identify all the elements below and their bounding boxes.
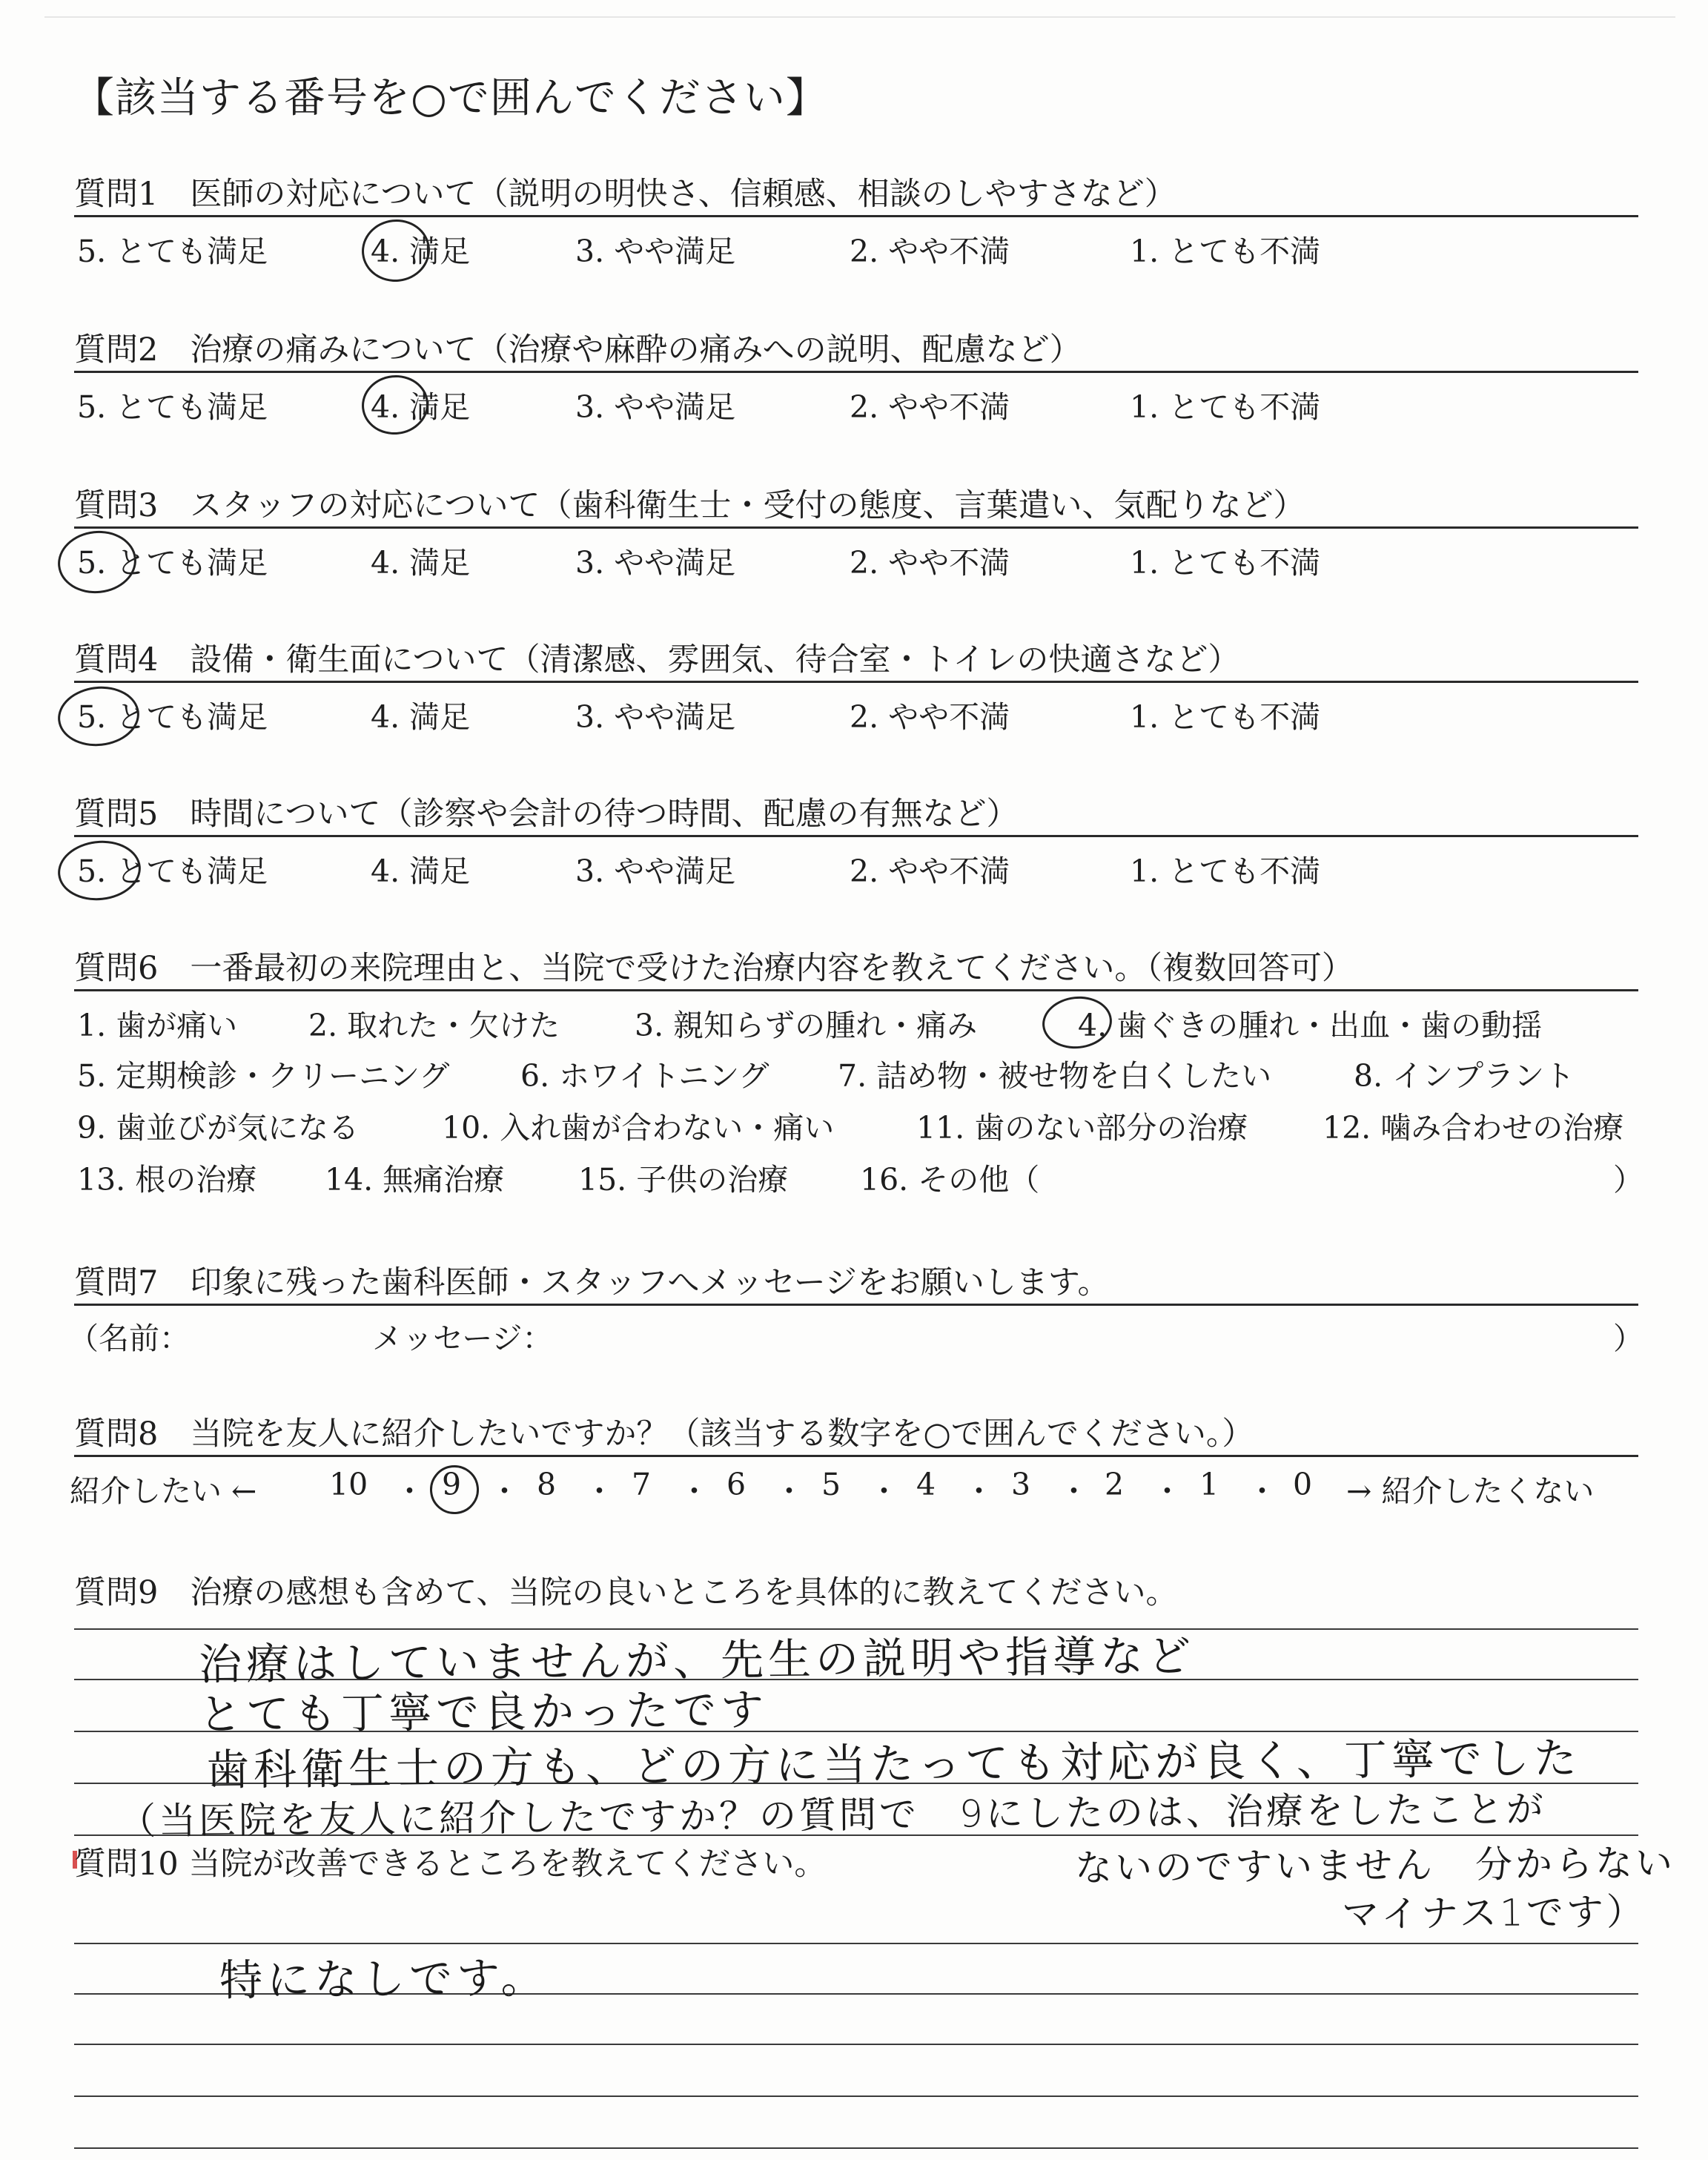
q1-option-2[interactable]: 2. やや不満 [850,234,1010,269]
q4-option-4[interactable]: 4. 満足 [371,699,471,735]
q6-option-6[interactable]: 6. ホワイトニング [520,1058,769,1094]
q8-scale-10[interactable]: 10 [329,1467,368,1502]
q9-answer-line-1: 治療はしていませんが、先生の説明や指導など [198,1631,1196,1690]
q3-option-1[interactable]: 1. とても不満 [1130,545,1321,581]
question-3-label: 質問3 スタッフの対応について（歯科衛生士・受付の態度、言葉遣い、気配りなど） [74,487,1305,524]
q9-answer-line-4: （当医院を友人に紹介したですか？の質問で 9にしたのは、治療をしたことが [118,1787,1547,1843]
q6-option-2[interactable]: 2. 取れた・欠けた [308,1008,560,1043]
q6-option-11[interactable]: 11. 歯のない部分の治療 [916,1110,1248,1146]
question-1-label: 質問1 医師の対応について（説明の明快さ、信頼感、相談のしやすさなど） [74,176,1176,213]
q1-option-3[interactable]: 3. やや満足 [575,234,736,269]
question-9-label: 質問9 治療の感想も含めて、当院の良いところを具体的に教えてください。 [74,1574,1178,1611]
question-2-label: 質問2 治療の痛みについて（治療や麻酔の痛みへの説明、配慮など） [74,331,1082,369]
question-7-label: 質問7 印象に残った歯科医師・スタッフへメッセージをお願いします。 [74,1264,1110,1301]
q2-option-5[interactable]: 5. とても満足 [77,389,268,425]
q5-option-1[interactable]: 1. とても不満 [1130,853,1321,889]
q6-option-7[interactable]: 7. 詰め物・被せ物を白くしたい [838,1058,1272,1094]
q8-sep: ・ [679,1473,709,1509]
q7-name-label: （名前： [68,1321,190,1356]
q9-answer-line-5: ないのですいません 分からない [1074,1841,1676,1890]
q6-option-15[interactable]: 15. 子供の治療 [578,1162,789,1198]
q10-answer: 特になしです。 [219,1952,549,2006]
q6-option-8[interactable]: 8. インプラント [1354,1058,1575,1094]
q7-message-label: メッセージ： [372,1321,553,1356]
q10-writing-line [74,1943,1638,1944]
q8-scale-5[interactable]: 5 [821,1467,841,1502]
q6-option-3[interactable]: 3. 親知らずの腫れ・痛み [635,1008,978,1043]
q8-sep: ・ [394,1473,425,1509]
q10-writing-line [74,2095,1638,2097]
q8-scale-4[interactable]: 4 [916,1467,936,1502]
question-5-rule [74,835,1638,837]
q8-sep: ・ [964,1473,994,1509]
q8-right-label: → 紹介したくない [1346,1473,1595,1509]
q8-scale-0[interactable]: 0 [1293,1467,1313,1502]
q8-scale-1[interactable]: 1 [1199,1467,1219,1502]
q8-scale-6[interactable]: 6 [726,1467,747,1502]
question-5-label: 質問5 時間について（診察や会計の待つ時間、配慮の有無など） [74,796,1019,833]
q3-option-4[interactable]: 4. 満足 [371,545,471,581]
question-4-rule [74,681,1638,683]
q8-scale-8[interactable]: 8 [537,1467,557,1502]
survey-title: 【該当する番号を○で囲んでください】 [73,74,828,122]
q8-scale-7[interactable]: 7 [632,1467,652,1502]
q1-option-5[interactable]: 5. とても満足 [77,234,268,269]
question-7-rule [74,1304,1638,1306]
q4-option-2[interactable]: 2. やや不満 [850,699,1010,735]
q4-option-5[interactable]: 5. とても満足 [77,699,268,735]
q6-other-close-paren: ） [1613,1162,1644,1198]
q5-option-2[interactable]: 2. やや不満 [850,853,1010,889]
q8-sep: ・ [869,1473,899,1509]
q9-answer-line-3: 歯科衛生士の方も、どの方に当たっても対応が良く、丁寧でした [205,1732,1582,1796]
q8-scale-9[interactable]: 9 [442,1467,462,1502]
q6-option-5[interactable]: 5. 定期検診・クリーニング [77,1058,450,1094]
q5-option-3[interactable]: 3. やや満足 [575,853,736,889]
q8-sep: ・ [1059,1473,1089,1509]
q6-option-16[interactable]: 16. その他（ [860,1162,1040,1198]
question-3-rule [74,526,1638,529]
question-2-rule [74,371,1638,373]
q3-option-2[interactable]: 2. やや不満 [850,545,1010,581]
q8-left-label: 紹介したい ← [70,1473,257,1509]
q6-option-13[interactable]: 13. 根の治療 [77,1162,257,1198]
question-6-rule [74,989,1638,991]
q2-option-4[interactable]: 4. 満足 [371,389,471,425]
q2-option-3[interactable]: 3. やや満足 [575,389,736,425]
q3-option-3[interactable]: 3. やや満足 [575,545,736,581]
question-6-label: 質問6 一番最初の来院理由と、当院で受けた治療内容を教えてください。（複数回答可） [74,950,1354,987]
q4-option-1[interactable]: 1. とても不満 [1130,699,1321,735]
question-1-rule [74,215,1638,217]
q9-answer-line-2: とても丁寧で良かったです [198,1684,769,1740]
q6-option-14[interactable]: 14. 無痛治療 [325,1162,505,1198]
q8-sep: ・ [489,1473,520,1509]
page-top-edge [44,16,1675,18]
q8-selection-circle [428,1463,482,1517]
q10-writing-line [74,2044,1638,2045]
question-8-label: 質問8 当院を友人に紹介したいですか？（該当する数字を○で囲んでください。） [74,1416,1254,1453]
q8-scale-2[interactable]: 2 [1105,1467,1125,1502]
q6-option-10[interactable]: 10. 入れ歯が合わない・痛い [442,1110,835,1146]
q3-selection-circle [55,527,139,598]
q2-option-2[interactable]: 2. やや不満 [850,389,1010,425]
question-10-label: 質問10 当院が改善できるところを教えてください。 [74,1846,827,1883]
q6-option-12[interactable]: 12. 噛み合わせの治療 [1323,1110,1624,1146]
q7-close-paren: ） [1613,1321,1644,1356]
q9-answer-line-6: マイナス1です） [1341,1890,1647,1936]
q8-scale-3[interactable]: 3 [1011,1467,1031,1502]
q6-option-4[interactable]: 4. 歯ぐきの腫れ・出血・歯の動揺 [1078,1008,1543,1043]
q8-sep: ・ [1152,1473,1182,1509]
q4-option-3[interactable]: 3. やや満足 [575,699,736,735]
q5-option-4[interactable]: 4. 満足 [371,853,471,889]
q2-option-1[interactable]: 1. とても不満 [1130,389,1321,425]
q3-option-5[interactable]: 5. とても満足 [77,545,268,581]
q6-option-1[interactable]: 1. 歯が痛い [77,1008,238,1043]
q1-option-1[interactable]: 1. とても不満 [1130,234,1321,269]
question-8-rule [74,1455,1638,1457]
q1-option-4[interactable]: 4. 満足 [371,234,471,269]
q6-option-9[interactable]: 9. 歯並びが気になる [77,1110,360,1146]
q8-sep: ・ [774,1473,804,1509]
q5-option-5[interactable]: 5. とても満足 [77,853,268,889]
q10-writing-line [74,2147,1638,2149]
question-4-label: 質問4 設備・衛生面について（清潔感、雰囲気、待合室・トイレの快適さなど） [74,641,1240,678]
q2-selection-circle [359,372,431,438]
q8-sep: ・ [584,1473,615,1509]
q8-sep: ・ [1247,1473,1277,1509]
